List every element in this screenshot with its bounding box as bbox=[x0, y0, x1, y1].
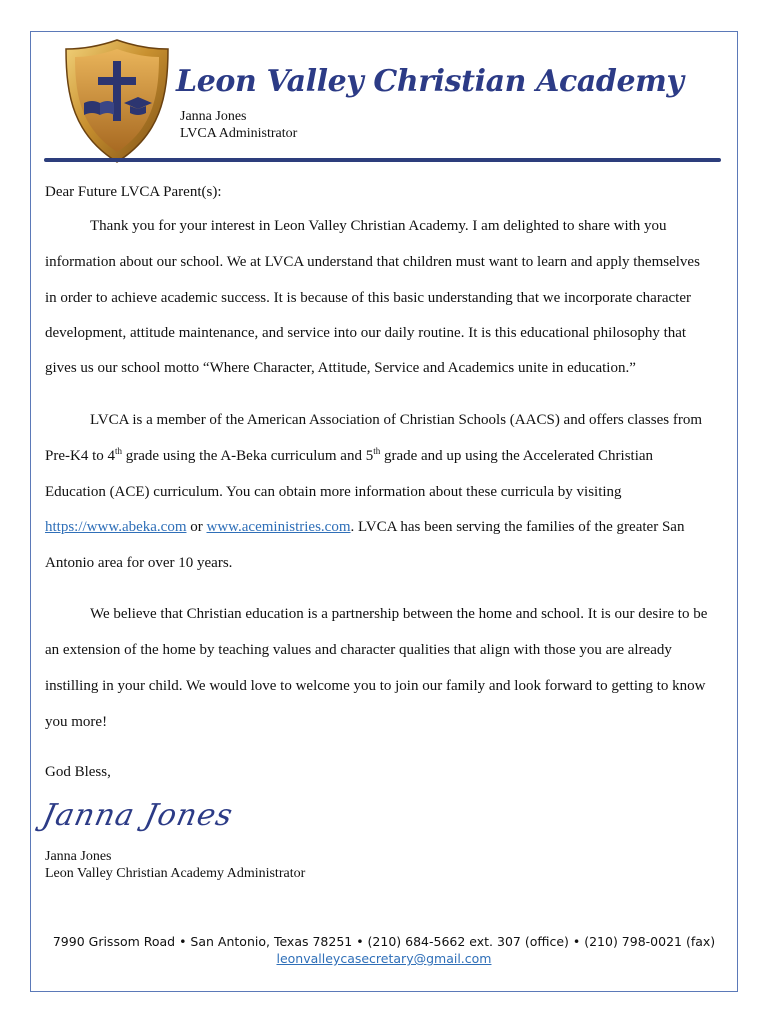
footer-email-link[interactable]: leonvalleycasecretary@gmail.com bbox=[276, 951, 492, 966]
p2-line: https://www.abeka.com or www.aceministries.com. LVCA has been serving the families of the greater San bbox=[45, 519, 685, 535]
signer-name: Janna Jones bbox=[45, 849, 112, 864]
signer-title: Leon Valley Christian Academy Administrator bbox=[45, 866, 306, 881]
p3-line: instilling in your child. We would love to welcome you to join our family and look forward to getting to know bbox=[45, 678, 706, 694]
p1-line: development, attitude maintenance, and service into our daily routine. It is this educational philosophy that bbox=[45, 325, 687, 341]
aceministries-link[interactable]: www.aceministries.com bbox=[206, 519, 351, 535]
p2-line: LVCA is a member of the American Association of Christian Schools (AACS) and offers classes from bbox=[90, 412, 702, 428]
admin-name: Janna Jones bbox=[180, 109, 247, 124]
school-title: Leon Valley Christian Academy bbox=[176, 64, 684, 99]
p1-line: gives us our school motto “Where Character, Attitude, Service and Academics unite in education.” bbox=[45, 360, 636, 376]
signature: Janna Jones bbox=[39, 798, 237, 833]
p1-line: Thank you for your interest in Leon Valley Christian Academy. I am delighted to share with you bbox=[90, 218, 667, 234]
p1-line: in order to achieve academic success. It is because of this basic understanding that we incorporate character bbox=[45, 290, 691, 306]
p2-line: Pre-K4 to 4th grade using the A-Beka curriculum and 5th grade and up using the Accelerated Christian bbox=[45, 446, 654, 464]
p2-line: Education (ACE) curriculum. You can obtain more information about these curricula by visiting bbox=[45, 484, 622, 500]
admin-title: LVCA Administrator bbox=[180, 126, 298, 141]
school-crest-logo bbox=[62, 37, 172, 165]
p1-line: information about our school. We at LVCA understand that children must want to learn and apply themselves bbox=[45, 254, 700, 270]
p2-line: Antonio area for over 10 years. bbox=[45, 555, 233, 571]
header-divider bbox=[44, 158, 721, 162]
footer-email-row bbox=[30, 951, 738, 966]
p3-line: an extension of the home by teaching values and character qualities that align with those you are already bbox=[45, 642, 672, 658]
salutation: Dear Future LVCA Parent(s): bbox=[45, 184, 222, 200]
p3-line: you more! bbox=[45, 714, 108, 730]
abeka-link[interactable]: https://www.abeka.com bbox=[45, 519, 187, 535]
footer-address: 7990 Grissom Road • San Antonio, Texas 78251 • (210) 684-5662 ext. 307 (office) • (210) 798-0021 (fax) bbox=[52, 934, 716, 949]
page-border bbox=[30, 31, 738, 992]
p3-line: We believe that Christian education is a partnership between the home and school. It is our desire to be bbox=[90, 606, 708, 622]
book-icon bbox=[84, 101, 114, 115]
closing: God Bless, bbox=[45, 764, 111, 780]
